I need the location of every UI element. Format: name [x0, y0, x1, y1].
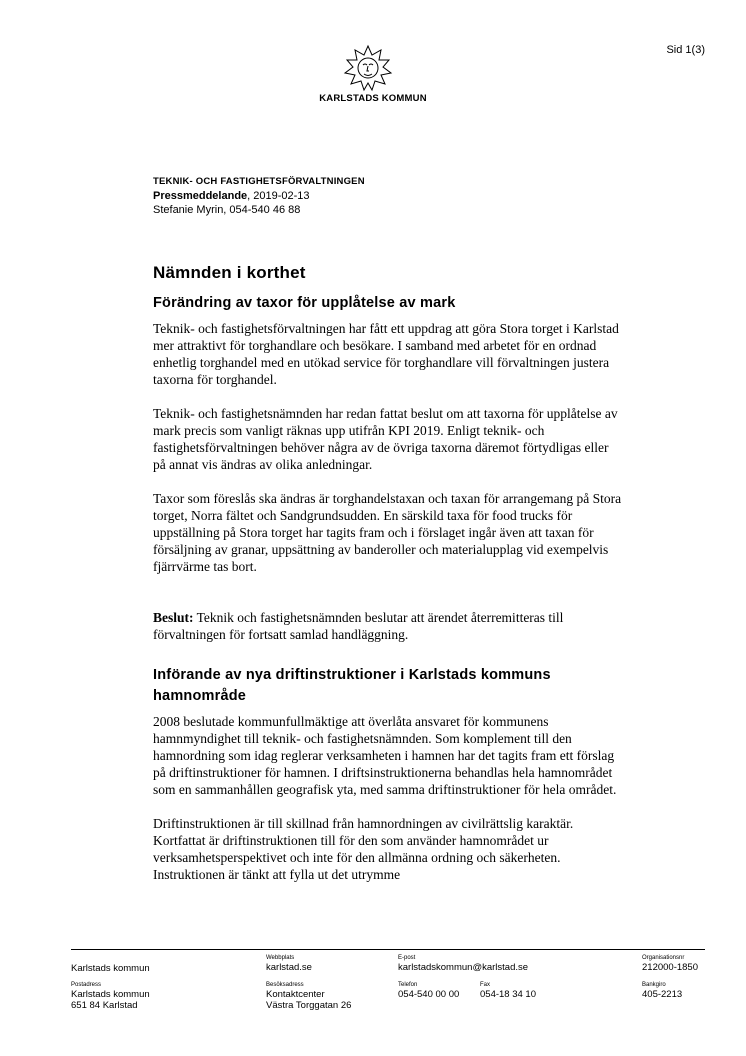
document-type: Pressmeddelande [153, 190, 248, 202]
paragraph: Taxor som föreslås ska ändras är torghandelstaxan och taxan för arrangemang på Stora torget, Norra fältet och Sandgrundsudden. En särskild taxa för food trucks för uppställning på Stora torget har tagits fram och i förslaget ingår även att taxan för försäljning av granar, uppsättning av banderoller och materialupplag vid exempelvis fjärrvärme tas bort. [153, 491, 622, 574]
footer-email-link[interactable]: karlstadskommun@karlstad.se [398, 962, 529, 973]
section-heading-harbor: Införande av nya driftinstruktioner i Karlstads kommuns hamnområde [153, 667, 551, 704]
footer-web-link[interactable]: karlstad.se [266, 962, 312, 973]
department-name: TEKNIK- OCH FASTIGHETSFÖRVALTNINGEN [153, 176, 365, 187]
decision-paragraph [153, 609, 623, 643]
decision-text: Teknik och fastighetsnämnden beslutar att ärendet återremitteras till förvaltningen för fortsatt samlad handläggning. [153, 610, 564, 642]
footer-web: Webbplats karlstad.se [266, 955, 312, 973]
footer-bankgiro: Bankgiro 405-2213 [642, 982, 683, 1000]
footer-fax: Fax 054-18 34 10 [480, 982, 536, 1000]
footer-orgnr: Organisationsnr 212000-1850 [642, 955, 698, 973]
paragraph: Driftinstruktionen är till skillnad från hamnordningen av civilrättslig karaktär. Kortfattat är driftinstruktionen till för den som använder hamnområdet ur verksamhetsperspektivet och inte för den allmänna ordning och säkerheten. Instruktionen är tänkt att fylla ut det utrymme [153, 816, 574, 882]
contact-line: Stefanie Myrin, 054-540 46 88 [153, 204, 301, 216]
footer-phone: Telefon 054-540 00 00 [398, 982, 460, 1000]
decision-label: Beslut: [153, 610, 194, 625]
footer-visiting-address: Besöksadress Kontaktcenter Västra Torggatan 26 [266, 982, 352, 1011]
paragraph: Teknik- och fastighetsförvaltningen har fått ett uppdrag att göra Stora torget i Karlstad mer attraktivt för torghandlare och besökare. I samband med arbetet för en ordnad enhetlig torghandel med en utökad service för torghandlare vill förvaltningen justera taxorna för torghandel. [153, 321, 619, 387]
press-release-line [153, 189, 365, 203]
paragraph: 2008 beslutade kommunfullmäktige att överlåta ansvaret för kommunens hamnmyndighet till teknik- och fastighetsnämnden. Som komplement till den hamnordning som idag reglerar verksamheten i hamnen har det tagits fram ett förslag på driftinstruktioner för hamnen. I driftsinstruktionerna behandlas hela hamnområdet som en sammanhållen geografisk yta, med samma driftinstruktioner för hela området. [153, 714, 617, 797]
page-title: Nämnden i korthet [153, 263, 306, 282]
page-number: Sid 1(3) [666, 44, 705, 56]
footer-org-name: Karlstads kommun [71, 963, 150, 974]
footer-email: E-post karlstadskommun@karlstad.se [398, 955, 529, 973]
document-header [153, 175, 365, 217]
footer-postal-address: Postadress Karlstads kommun 651 84 Karlstad [71, 982, 150, 1011]
footer-divider [71, 949, 705, 950]
sun-face-icon [338, 44, 398, 92]
paragraph: Teknik- och fastighetsnämnden har redan fattat beslut om att taxorna för upplåtelse av mark precis som vanligt räknas upp utifrån KPI 2019. Enligt teknik- och fastighetsförvaltningen behöver några av de övriga taxorna däremot förtydligas eller på annat vis ändras av olika anledningar. [153, 406, 618, 472]
organization-name: KARLSTADS KOMMUN [319, 93, 427, 104]
document-body [153, 263, 623, 883]
section-heading-taxes: Förändring av taxor för upplåtelse av mark [153, 295, 456, 311]
document-date: , 2019-02-13 [247, 190, 310, 202]
